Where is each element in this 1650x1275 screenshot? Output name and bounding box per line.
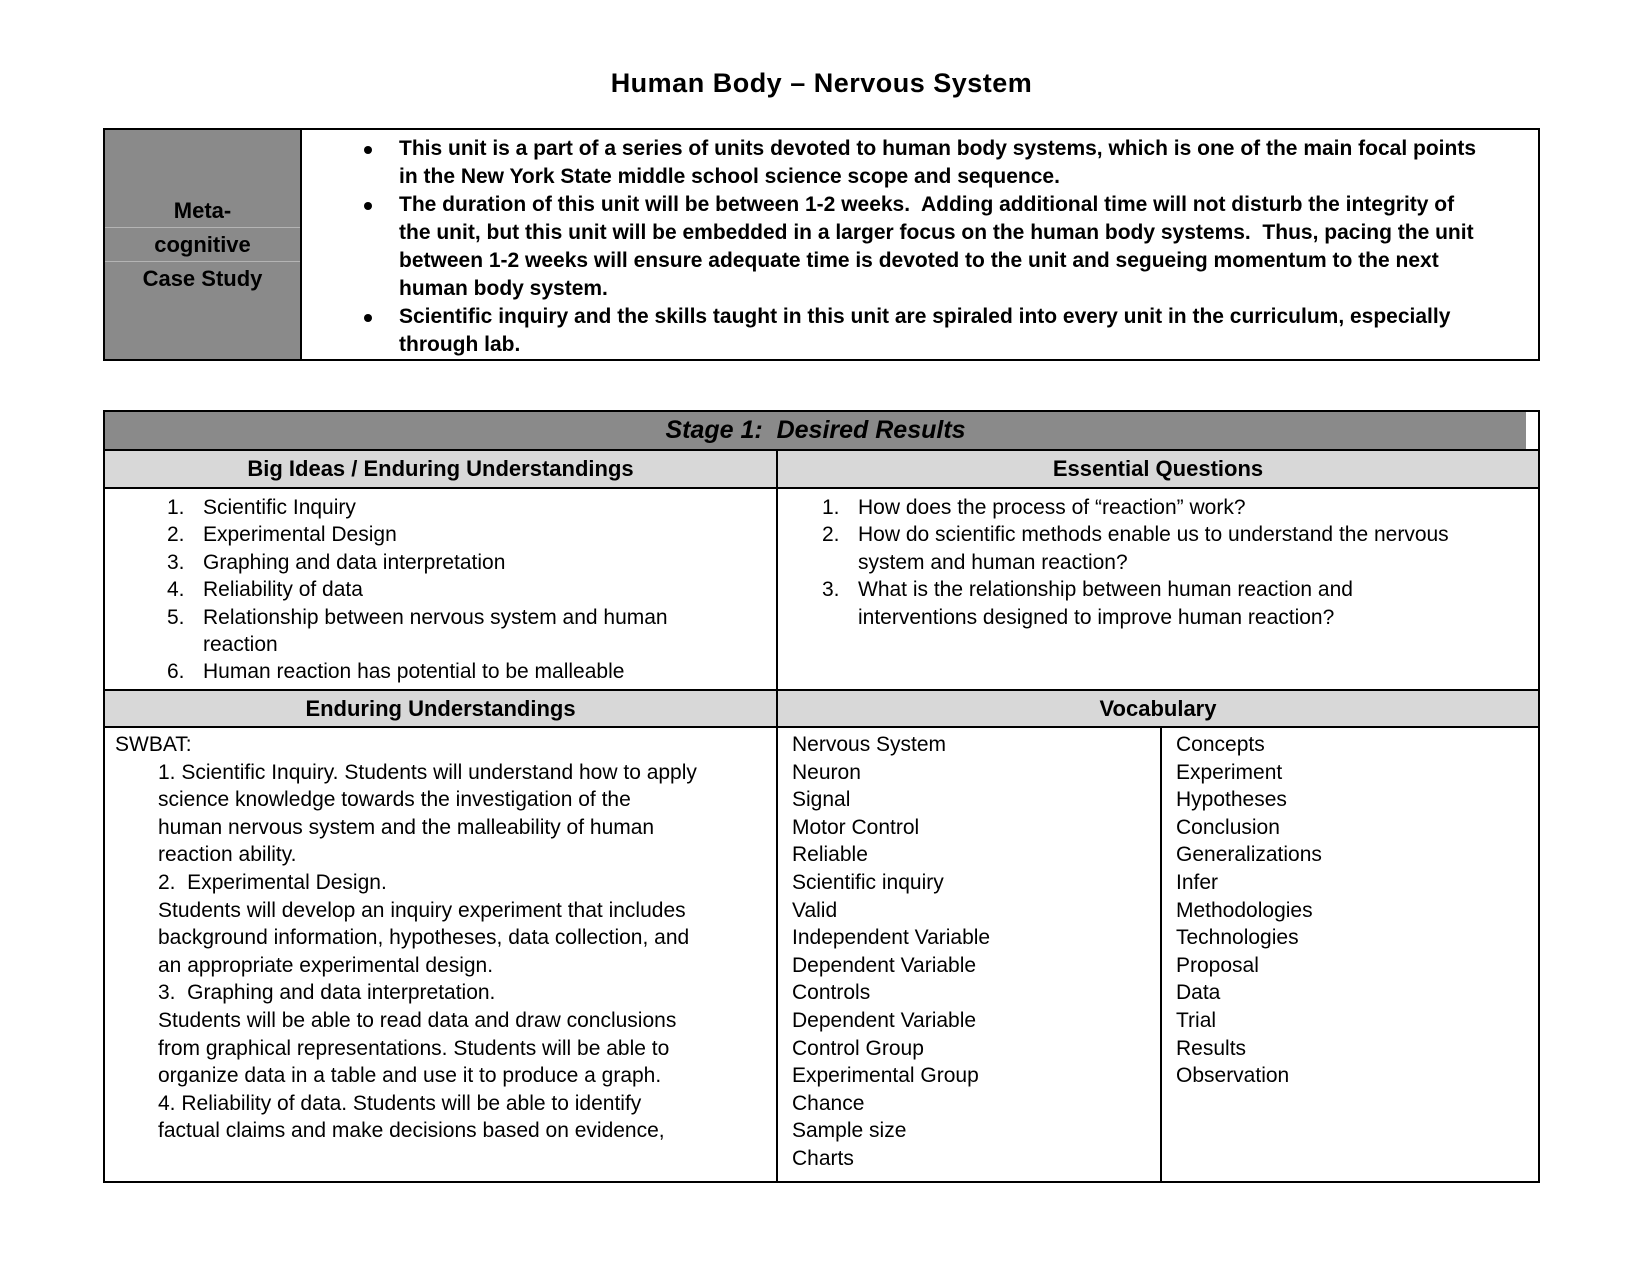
essential-questions-cell [778,489,1538,689]
stage1-lower-content [105,728,1538,1181]
vocabulary-header: Vocabulary [1099,696,1217,721]
meta-label-line: Meta- [173,198,232,223]
vocabulary-term: Independent Variable [792,926,991,950]
list-item-number: 2. [822,523,840,547]
bullet-item [364,135,1483,191]
list-item [822,576,1453,631]
swbat-paragraph: 3. Graphing and data interpretation. [158,981,496,1005]
vocabulary-term: Nervous System [792,733,947,756]
meta-bullet-list [302,130,1538,359]
list-item [167,604,671,659]
stage1-banner-row [105,412,1538,451]
list-item-number: 5. [167,605,185,629]
vocabulary-term: Motor Control [792,815,920,839]
list-item-text: How do scientific methods enable us to understand the nervous system and human reaction? [858,523,1449,574]
vocabulary-term: Sample size [792,1119,907,1143]
stage1-table [103,410,1540,1183]
meta-label-line: cognitive [105,227,300,261]
list-item-text: Scientific Inquiry [203,496,356,519]
list-item [822,494,1453,521]
big-ideas-list [105,489,776,686]
vocabulary-term: Dependent Variable [792,1008,977,1032]
vocabulary-column-2 [1162,728,1538,1181]
list-item-number: 3. [167,550,185,574]
meta-label-line: Case Study [105,261,300,295]
vocabulary-term: Controls [792,981,871,1005]
stage1-column-headers [105,451,1538,489]
list-item [167,658,671,685]
vocabulary-term: Scientific inquiry [792,870,944,894]
essential-questions-header: Essential Questions [1052,456,1264,481]
swbat-intro: SWBAT: [115,733,192,756]
vocabulary-term: Generalizations [1176,843,1322,867]
swbat-paragraphs [115,759,762,1145]
vocabulary-term: Experimental Group [792,1064,979,1088]
meta-case-study-table [103,128,1540,361]
meta-label-cell [105,130,302,359]
list-item-number: 1. [167,496,185,519]
vocabulary-term: Conclusion [1176,815,1280,839]
list-item-number: 2. [167,523,185,547]
swbat-paragraph: Students will be able to read data and draw conclusions from graphical representations. Students will be able to organize data in a table and use it to produce a graph. [158,1008,683,1088]
vocabulary-term: Data [1176,981,1221,1005]
vocabulary-term: Chance [792,1091,865,1115]
vocabulary-term: Valid [792,898,838,922]
list-item-text: How does the process of “reaction” work? [858,496,1246,519]
list-item-text: Graphing and data interpretation [203,550,506,574]
list-item [167,549,671,576]
list-item-text: Experimental Design [203,523,397,547]
vocabulary-term: Control Group [792,1036,924,1060]
bullet-text: The duration of this unit will be between 1-2 weeks. Adding additional time will not disturb the integrity of the unit, but this unit will be embedded in a larger focus on the human body systems. Thus, pacing the unit between 1-2 weeks will ensure adequate time is devoted to the unit and segueing momentum to the next human body system. [399,193,1480,300]
stage1-lower-headers [105,689,1538,728]
swbat-paragraph: 4. Reliability of data. Students will be able to identify factual claims and make decisions based on evidence, [158,1091,665,1143]
vocabulary-term: Trial [1176,1008,1217,1032]
vocabulary-term: Hypotheses [1176,788,1287,812]
bullet-text: This unit is a part of a series of units devoted to human body systems, which is one of the main focal points in the New York State middle school science scope and sequence. [399,137,1482,188]
bullet-icon [364,202,372,210]
enduring-understandings-header: Enduring Understandings [105,691,778,726]
list-item [167,576,671,603]
big-ideas-cell [105,489,778,689]
big-ideas-header: Big Ideas / Enduring Understandings [105,451,778,487]
vocabulary-term: Neuron [792,760,861,784]
vocabulary-term: Observation [1176,1064,1290,1088]
stage1-banner-title: Stage 1: Desired Results [105,412,1526,449]
list-item-text: Human reaction has potential to be malleable [203,660,625,684]
bullet-icon [364,146,372,154]
essential-questions-list [778,489,1538,631]
list-item-number: 4. [167,578,185,602]
list-item-text: Relationship between nervous system and human reaction [203,605,668,657]
vocabulary-term: Methodologies [1176,898,1313,922]
swbat-paragraph: 2. Experimental Design. [158,870,387,894]
vocabulary-term: Infer [1176,870,1219,894]
list-item [167,521,671,548]
bullet-icon [364,314,372,322]
document-title: Human Body – Nervous System [610,68,1033,98]
list-item-text: Reliability of data [203,578,363,602]
vocabulary-term: Proposal [1176,953,1259,977]
vocabulary-term: Dependent Variable [792,953,977,977]
list-item [822,521,1453,576]
vocabulary-term: Reliable [792,843,868,867]
vocabulary-term: Charts [792,1146,854,1170]
vocabulary-term: Technologies [1176,926,1299,950]
enduring-understandings-cell [105,728,778,1181]
vocabulary-term: Concepts [1176,733,1265,756]
bullet-item [364,303,1483,359]
list-item [167,494,671,521]
list-item-number: 1. [822,496,840,519]
list-item-text: What is the relationship between human reaction and interventions designed to improve human reaction? [858,578,1353,629]
vocabulary-term: Results [1176,1036,1247,1060]
list-item-number: 6. [167,660,185,684]
bullet-item [364,191,1483,303]
swbat-paragraph: 1. Scientific Inquiry. Students will understand how to apply science knowledge towards the investigation of the human nervous system and the malleability of human reaction ability. [158,760,703,867]
list-item-number: 3. [822,578,840,602]
stage1-upper-content [105,489,1538,689]
swbat-paragraph: Students will develop an inquiry experiment that includes background information, hypotheses, data collection, and an appropriate experimental design. [158,898,696,977]
vocabulary-column-1 [778,728,1162,1181]
vocabulary-term: Experiment [1176,760,1283,784]
bullet-text: Scientific inquiry and the skills taught in this unit are spiraled into every unit in the curriculum, especially through lab. [399,305,1457,356]
vocabulary-term: Signal [792,788,851,812]
